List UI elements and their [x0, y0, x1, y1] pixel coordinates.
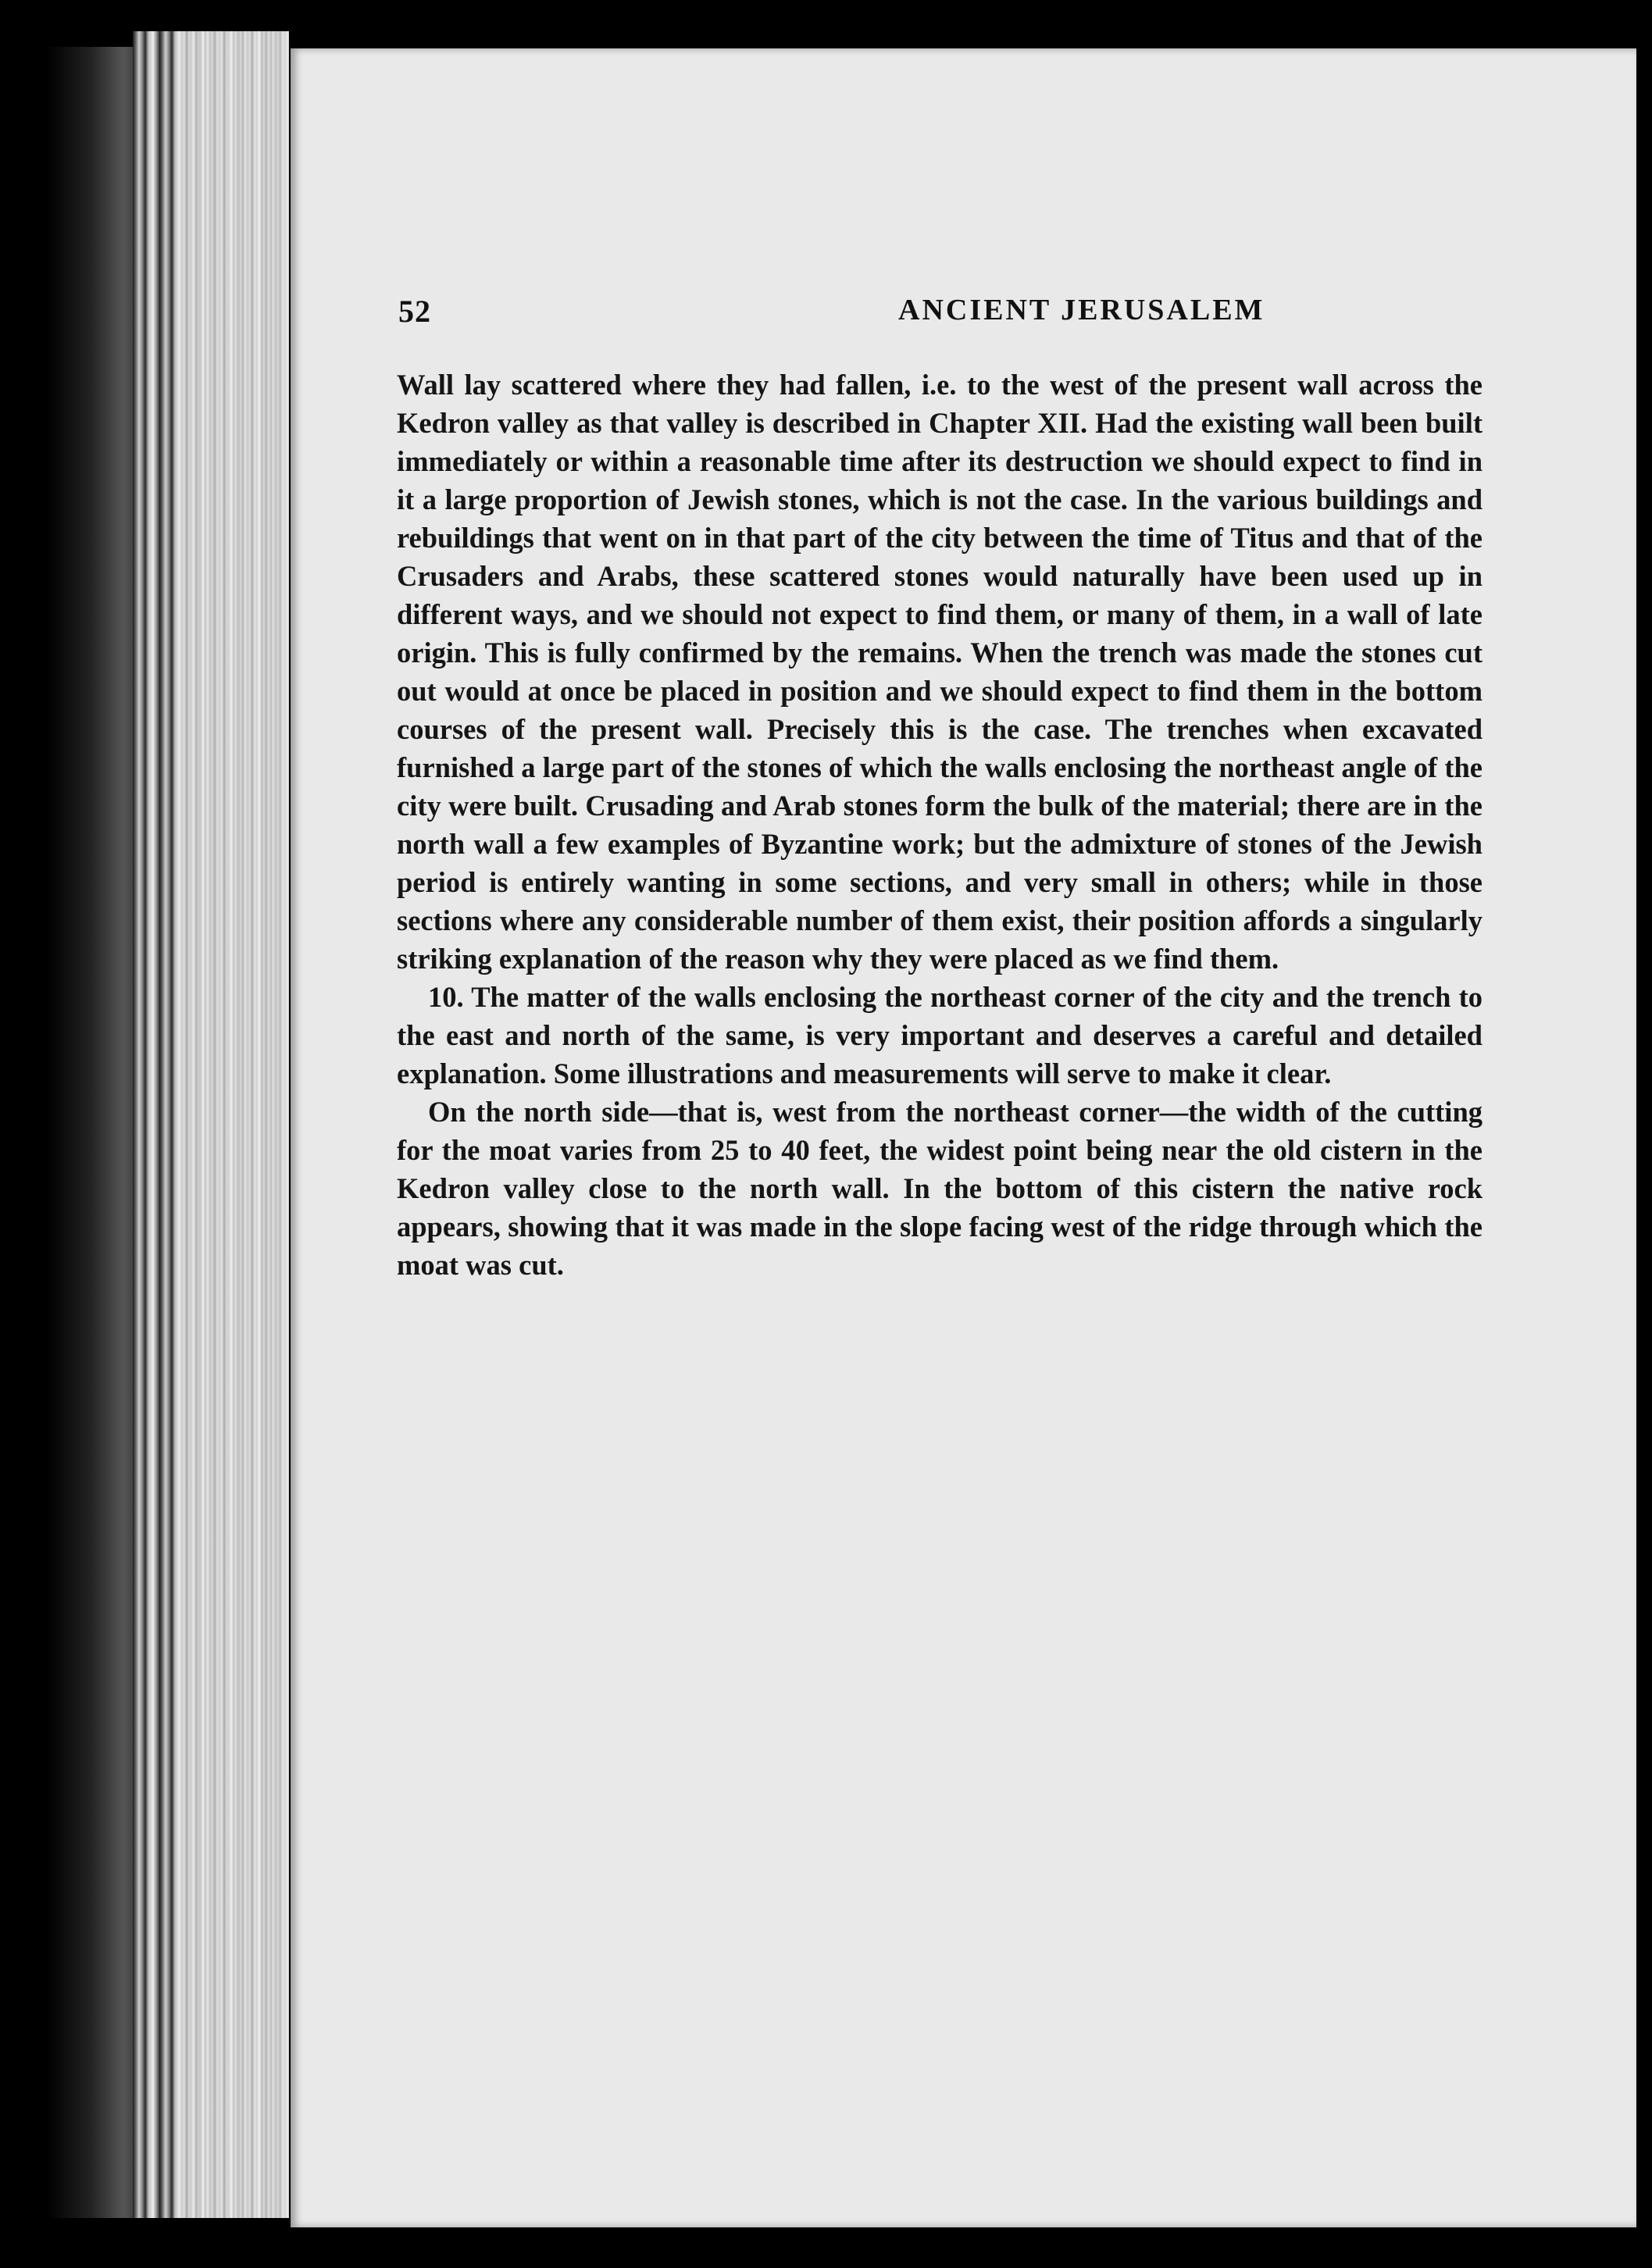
- page-header: [398, 293, 1484, 348]
- paragraph: On the north side—that is, west from the northeast corner—the width of the cutting for the moat varies from 25 to 40 feet, the widest point being near the old cistern in the Kedron valley close to the north wall. In the bottom of this cistern the native rock appears, showing that it was made in the slope facing west of the ridge through which the moat was cut.: [397, 1096, 1483, 1281]
- paragraph: 10. The matter of the walls enclosing the northeast corner of the city and the trench to the east and north of the same, is very important and deserves a careful and detailed explanation. Some illustrations and measurements will serve to make it clear.: [397, 981, 1483, 1089]
- page-number: 52: [398, 294, 431, 329]
- paragraph: Wall lay scattered where they had fallen, i.e. to the west of the present wall across the Kedron valley as that valley is described in Chapter XII. Had the existing wall been built immediately or within a reasonable time after its destruction we should expect to find in it a large proportion of Jewish stones, which is not the case. In the various buildings and rebuildings that went on in that part of the city between the time of Titus and that of the Crusaders and Arabs, these scattered stones would naturally have been used up in different ways, and we should not expect to find them, or many of them, in a wall of late origin. This is fully confirmed by the remains. When the trench was made the stones cut out would at once be placed in position and we should expect to find them in the bottom courses of the present wall. Precisely this is the case. The trenches when excavated furnished a large part of the stones of which the walls enclosing the northeast angle of the city were built. Crusading and Arab stones form the bulk of the material; there are in the north wall a few examples of Byzantine work; but the admixture of stones of the Jewish period is entirely wanting in some sections, and very small in others; while in those sections where any considerable number of them exist, their position affords a singularly striking explanation of the reason why they were placed as we find them.: [397, 369, 1483, 975]
- running-title: ANCIENT JERUSALEM: [898, 294, 1265, 326]
- body-text: [397, 366, 1483, 1284]
- page-edges-highlight: [180, 31, 289, 2218]
